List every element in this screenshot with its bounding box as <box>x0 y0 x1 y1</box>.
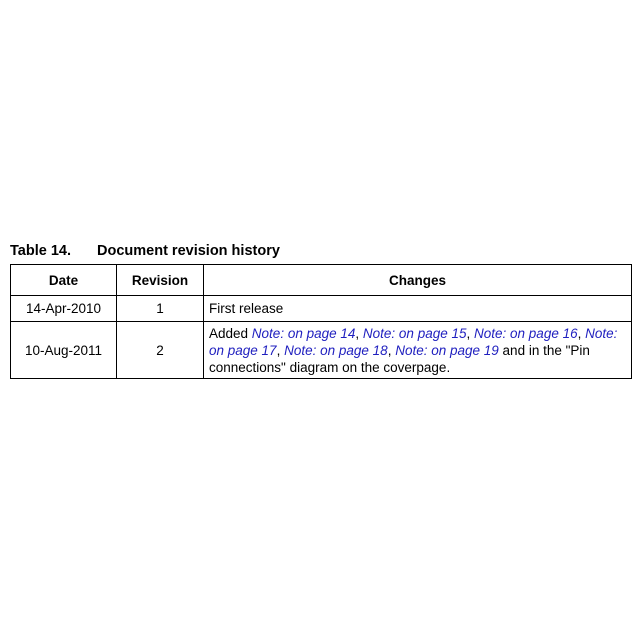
separator: , <box>387 342 396 358</box>
note-link-page-17[interactable]: Note: on page 17 <box>209 325 618 358</box>
changes-suffix: and in the "Pin connections" diagram on the coverpage. <box>209 342 590 375</box>
header-row <box>11 265 632 296</box>
table-caption <box>10 243 280 259</box>
separator: , <box>466 325 475 341</box>
table-title: Document revision history <box>97 243 280 259</box>
revision-history-table <box>10 264 632 379</box>
note-link-page-14[interactable]: Note: on page 14 <box>251 325 356 341</box>
table-number: Table 14. <box>10 243 71 259</box>
table-row <box>11 322 632 379</box>
revision-cell: 1 <box>117 296 204 322</box>
revision-cell: 2 <box>117 322 204 379</box>
changes-prefix: Added <box>209 325 252 341</box>
table-row <box>11 296 632 322</box>
separator: , <box>577 325 586 341</box>
column-header-date: Date <box>11 265 117 296</box>
note-link-page-19[interactable]: Note: on page 19 <box>395 342 499 358</box>
note-link-page-16[interactable]: Note: on page 16 <box>474 325 578 341</box>
separator: , <box>276 342 285 358</box>
changes-cell: First release <box>204 296 632 322</box>
date-cell: 10-Aug-2011 <box>11 322 117 379</box>
column-header-changes: Changes <box>204 265 632 296</box>
changes-cell <box>204 322 632 379</box>
column-header-revision: Revision <box>117 265 204 296</box>
note-link-page-15[interactable]: Note: on page 15 <box>362 325 467 341</box>
date-cell: 14-Apr-2010 <box>11 296 117 322</box>
separator: , <box>355 325 363 341</box>
note-link-page-18[interactable]: Note: on page 18 <box>284 342 388 358</box>
